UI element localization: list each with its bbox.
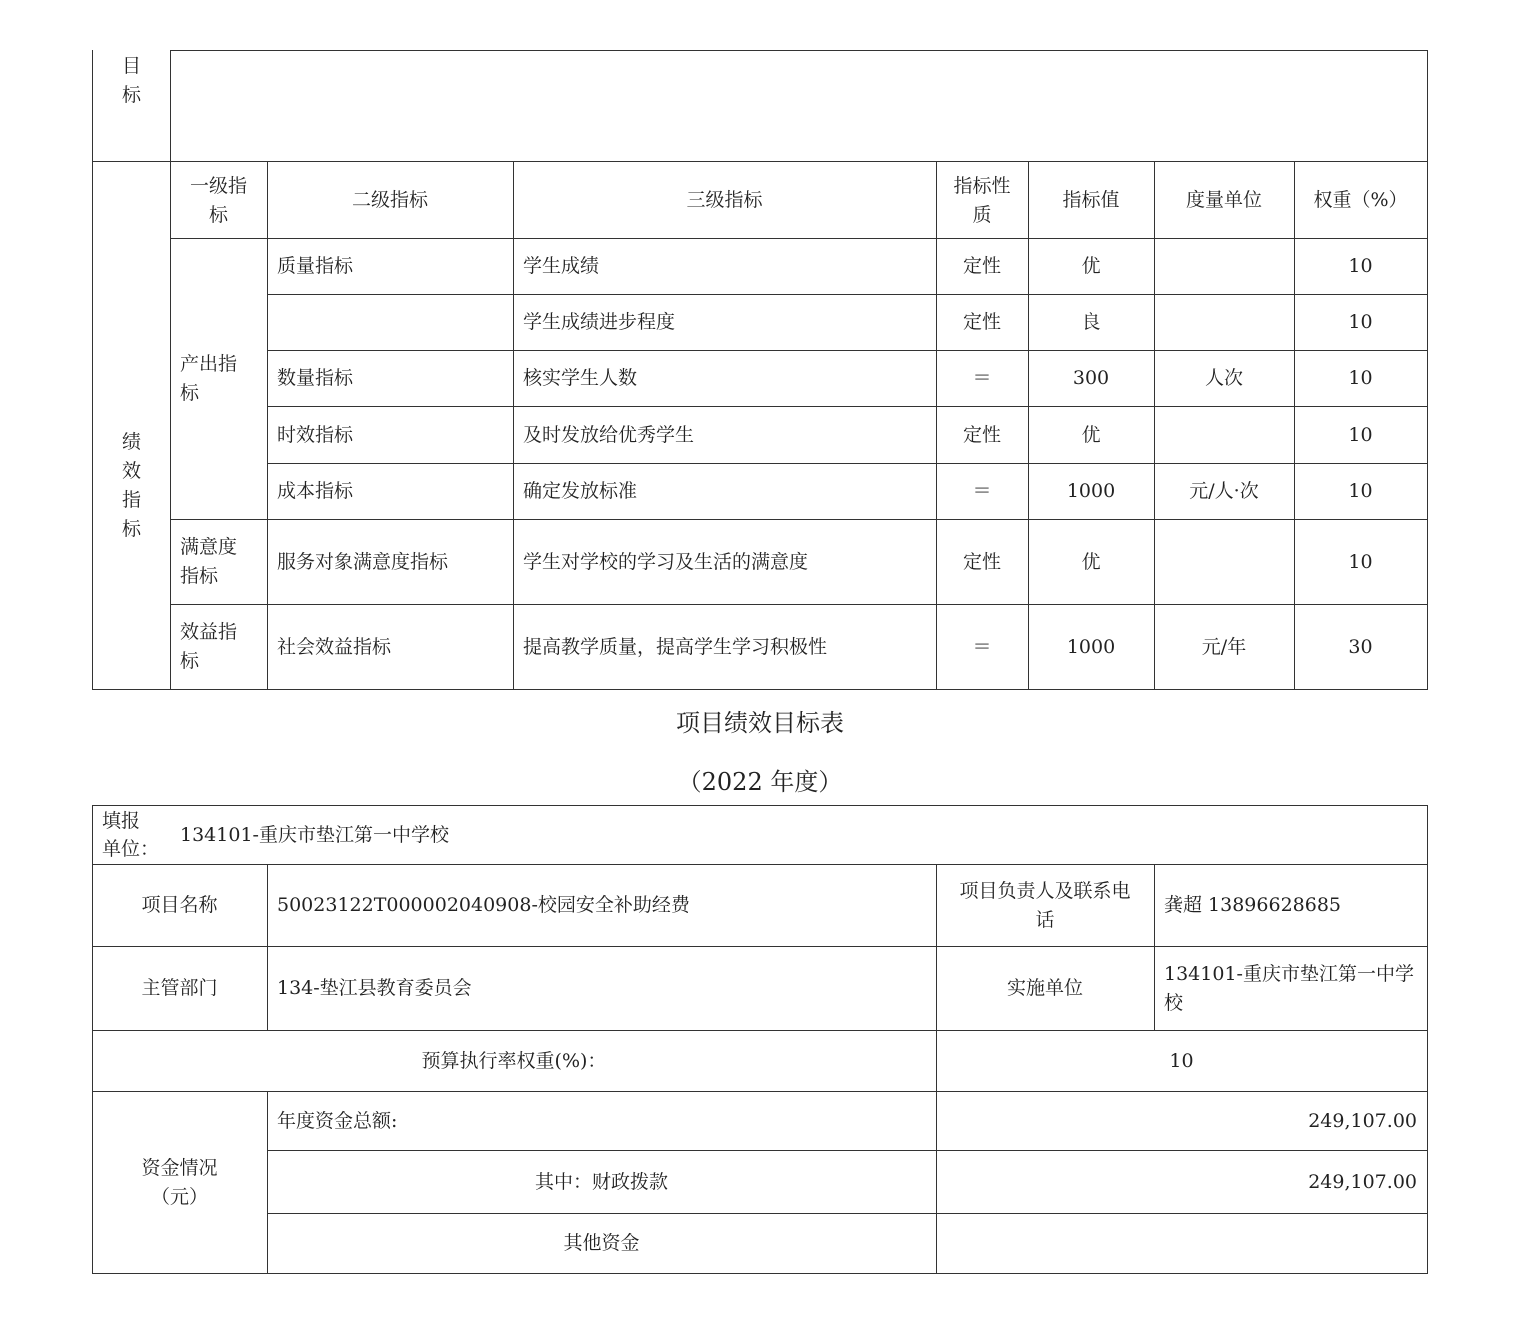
impl-label: 实施单位 bbox=[1006, 977, 1083, 999]
annual-total-label: 年度资金总额: bbox=[277, 1109, 398, 1132]
row5-level2: 服务对象满意度指标 bbox=[277, 550, 449, 573]
row6-value: 1000 bbox=[1066, 635, 1116, 658]
impl-value: 134101-重庆市垫江第一中学 校 bbox=[1164, 962, 1414, 1014]
row3-nature: 定性 bbox=[962, 423, 1001, 446]
row5-weight: 10 bbox=[1348, 550, 1373, 573]
goal-label: 目 标 bbox=[122, 55, 142, 106]
row0-value: 优 bbox=[1081, 255, 1101, 277]
row6-nature: ＝ bbox=[972, 635, 992, 658]
row6-weight: 30 bbox=[1348, 635, 1373, 658]
row6-unit: 元/年 bbox=[1201, 635, 1247, 658]
header-level1: 一级指 标 bbox=[189, 174, 247, 226]
row0-weight: 10 bbox=[1348, 255, 1373, 277]
row3-level3: 及时发放给优秀学生 bbox=[523, 423, 695, 446]
header-weight: 权重（%） bbox=[1313, 189, 1408, 211]
project-name-label: 项目名称 bbox=[141, 894, 218, 916]
row3-level2: 时效指标 bbox=[277, 423, 354, 446]
group-satisfaction: 满意度 指标 bbox=[180, 536, 238, 587]
header-unit: 度量单位 bbox=[1185, 189, 1262, 211]
row1-nature: 定性 bbox=[962, 311, 1001, 333]
row0-nature: 定性 bbox=[962, 255, 1001, 277]
row3-value: 优 bbox=[1081, 423, 1101, 446]
row2-level3: 核实学生人数 bbox=[523, 367, 638, 389]
dept-label: 主管部门 bbox=[141, 977, 218, 999]
group-benefit: 效益指 标 bbox=[180, 621, 238, 672]
row0-level2: 质量指标 bbox=[277, 255, 354, 277]
row1-weight: 10 bbox=[1348, 311, 1373, 333]
row5-unit bbox=[1154, 520, 1294, 604]
row2-value: 300 bbox=[1072, 367, 1110, 389]
project-name-value: 50023122T000002040908-校园安全补助经费 bbox=[277, 894, 690, 916]
row3-unit bbox=[1154, 407, 1294, 463]
unit-value: 134101-重庆市垫江第一中学校 bbox=[180, 823, 449, 846]
row1-level3: 学生成绩进步程度 bbox=[523, 311, 676, 333]
row5-nature: 定性 bbox=[962, 550, 1001, 573]
row3-weight: 10 bbox=[1348, 423, 1373, 446]
dept-value: 134-垫江县教育委员会 bbox=[277, 977, 472, 999]
row5-value: 优 bbox=[1081, 550, 1101, 573]
row2-level2: 数量指标 bbox=[277, 367, 354, 389]
fiscal-label: 其中：财政拨款 bbox=[534, 1170, 668, 1193]
row2-nature: ＝ bbox=[972, 367, 992, 389]
other-funds-value bbox=[936, 1214, 1427, 1273]
year-subtitle: （2022 年度） bbox=[677, 768, 843, 796]
row1-value: 良 bbox=[1081, 311, 1101, 333]
other-funds-label: 其他资金 bbox=[563, 1232, 640, 1254]
row4-unit: 元/人·次 bbox=[1189, 480, 1259, 502]
header-level2: 二级指标 bbox=[351, 189, 428, 211]
row1-level2 bbox=[267, 295, 513, 350]
page-title: 项目绩效目标表 bbox=[676, 709, 844, 737]
unit-label: 填报 单位： bbox=[102, 810, 160, 860]
owner-label: 项目负责人及联系电 话 bbox=[959, 879, 1131, 931]
row4-nature: ＝ bbox=[972, 480, 992, 502]
row4-level3: 确定发放标准 bbox=[523, 480, 638, 502]
budget-weight-label: 预算执行率权重(%)： bbox=[421, 1049, 607, 1072]
header-level3: 三级指标 bbox=[686, 189, 763, 211]
row0-level3: 学生成绩 bbox=[523, 255, 600, 277]
fiscal-value: 249,107.00 bbox=[1308, 1170, 1417, 1193]
row4-level2: 成本指标 bbox=[277, 480, 354, 502]
row1-unit bbox=[1154, 295, 1294, 350]
group-output: 产出指 标 bbox=[180, 353, 238, 404]
annual-total-value: 249,107.00 bbox=[1308, 1109, 1417, 1132]
header-nature: 指标性 质 bbox=[953, 174, 1011, 226]
row6-level3: 提高教学质量，提高学生学习积极性 bbox=[523, 635, 828, 658]
row6-level2: 社会效益指标 bbox=[277, 635, 392, 658]
row5-level3: 学生对学校的学习及生活的满意度 bbox=[523, 550, 809, 573]
performance-indicator-label: 绩 效 指 标 bbox=[122, 431, 142, 540]
budget-weight-value: 10 bbox=[1169, 1049, 1194, 1072]
owner-value: 龚超 13896628685 bbox=[1164, 894, 1342, 916]
header-value: 指标值 bbox=[1062, 189, 1120, 211]
row0-unit bbox=[1154, 239, 1294, 294]
fund-label: 资金情况 （元） bbox=[141, 1156, 218, 1208]
row4-weight: 10 bbox=[1348, 480, 1373, 502]
row2-weight: 10 bbox=[1348, 367, 1373, 389]
row4-value: 1000 bbox=[1066, 480, 1116, 502]
row2-unit: 人次 bbox=[1204, 367, 1243, 389]
